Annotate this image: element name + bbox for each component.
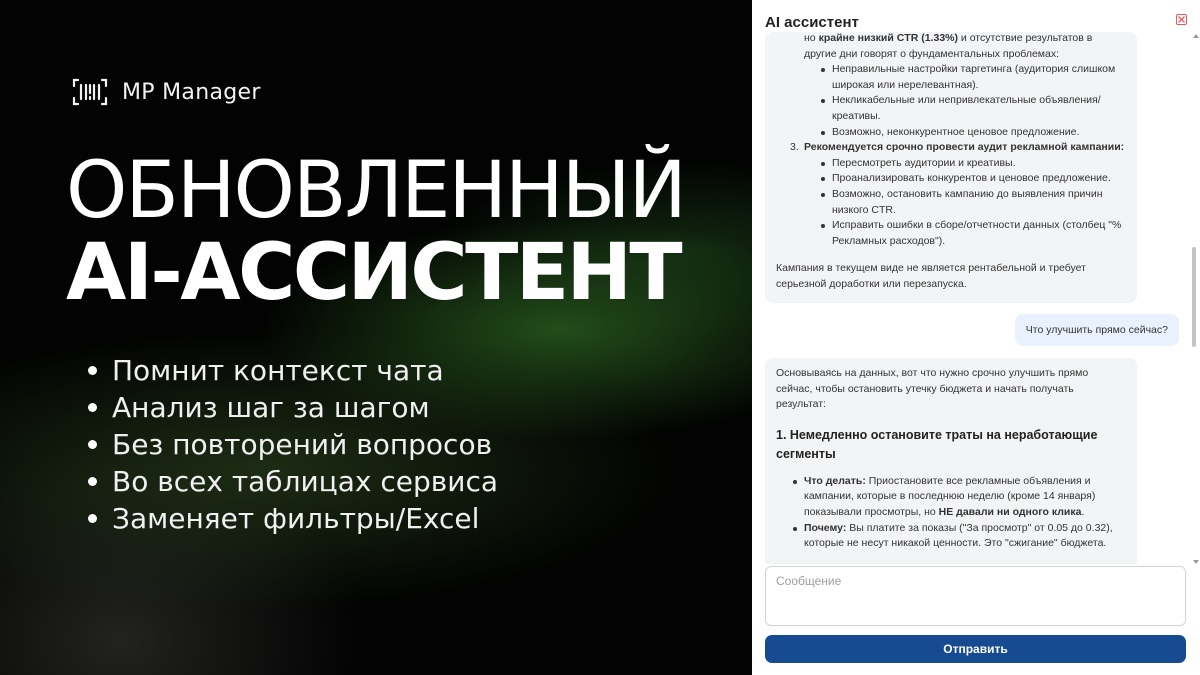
assistant-message	[765, 358, 1137, 564]
problem-item: Неправильные настройки таргетинга (аудитория слишком широкая или нерелевантная).	[832, 62, 1126, 93]
scroll-down-arrow-icon[interactable]	[1193, 560, 1199, 564]
headline	[66, 146, 685, 318]
audit-item: Исправить ошибки в сборе/отчетности данных (столбец "% Рекламных расходов").	[832, 218, 1126, 249]
action-label: Что делать:	[804, 474, 866, 487]
reason-text: Вы платите за показы ("За просмотр" от 0.05 до 0.32), которые не несут никакой ценности. Это "сжигание" бюджета.	[804, 521, 1113, 550]
fragment-prefix: но	[804, 32, 819, 44]
feature-item	[88, 426, 498, 463]
item-title: Рекомендуется срочно провести аудит рекламной кампании:	[804, 141, 1125, 154]
feature-item	[88, 389, 498, 426]
close-icon	[1177, 15, 1186, 24]
feature-text: Без повторений вопросов	[112, 428, 493, 461]
feature-item	[88, 500, 498, 537]
audit-item: Пересмотреть аудитории и креативы.	[832, 156, 1126, 172]
action-text-end: .	[1081, 505, 1085, 518]
bullet-icon	[88, 403, 97, 412]
feature-item	[88, 352, 498, 389]
message-input[interactable]	[765, 566, 1186, 626]
action-item	[804, 474, 1126, 521]
action-text: Приостановите все рекламные объявления и кампании, которые в последнюю неделю (кроме 14 января) показывали просмотры, но	[804, 474, 1096, 518]
headline-line2: AI-АССИСТЕНТ	[66, 228, 681, 318]
numbered-item	[776, 140, 1126, 156]
chat-title: AI ассистент	[765, 14, 859, 31]
action-list	[776, 474, 1126, 552]
headline-line1: ОБНОВЛЕННЫЙ	[66, 146, 685, 236]
brand-name: MP Manager	[122, 79, 261, 105]
conclusion-text: Кампания в текущем виде не является рентабельной и требует серьезной доработки или перезапуска.	[776, 262, 1086, 290]
message-list[interactable]	[752, 32, 1200, 564]
response-intro: Основываясь на данных, вот что нужно срочно улучшить прямо сейчас, чтобы остановить утечку бюджета и начать получать результат:	[776, 367, 1089, 411]
feature-list	[88, 352, 498, 537]
assistant-message-content	[776, 32, 1126, 293]
bullet-icon	[88, 440, 97, 449]
item-number: 3.	[790, 141, 799, 154]
brand	[72, 76, 261, 108]
close-button[interactable]	[1176, 14, 1187, 25]
user-message: Что улучшить прямо сейчас?	[1015, 314, 1179, 346]
action-item	[804, 521, 1126, 552]
problem-item: Некликабельные или непривлекательные объявления/креативы.	[832, 93, 1126, 124]
action-highlight: НЕ давали ни одного клика	[938, 505, 1082, 518]
assistant-message	[765, 32, 1137, 303]
reason-label: Почему:	[804, 521, 847, 534]
problem-item: Возможно, неконкурентное ценовое предложение.	[832, 125, 1126, 141]
bullet-icon	[88, 514, 97, 523]
feature-item	[88, 463, 498, 500]
feature-text: Анализ шаг за шагом	[112, 391, 430, 424]
feature-text: Заменяет фильтры/Excel	[112, 502, 480, 535]
feature-text: Помнит контекст чата	[112, 354, 444, 387]
audit-item: Возможно, остановить кампанию до выявления причин низкого CTR.	[832, 187, 1126, 218]
message-fragment	[776, 32, 1126, 62]
response-heading: 1. Немедленно остановите траты на неработающие сегменты	[776, 427, 1098, 461]
message-scrollbar[interactable]	[1191, 32, 1200, 564]
problem-list	[776, 62, 1126, 140]
ctr-highlight: крайне низкий CTR (1.33%)	[818, 32, 958, 44]
scroll-thumb[interactable]	[1192, 247, 1196, 347]
send-button[interactable]: Отправить	[765, 635, 1186, 663]
audit-list	[776, 156, 1126, 250]
scroll-up-arrow-icon[interactable]	[1193, 34, 1199, 38]
chat-panel	[752, 0, 1200, 675]
fragment-suffix: и отсутствие результатов в другие дни говорят о фундаментальных проблемах:	[804, 32, 1093, 60]
audit-item: Проанализировать конкурентов и ценовое предложение.	[832, 171, 1126, 187]
bullet-icon	[88, 477, 97, 486]
feature-text: Во всех таблицах сервиса	[112, 465, 498, 498]
barcode-logo-icon	[72, 76, 108, 108]
bullet-icon	[88, 366, 97, 375]
